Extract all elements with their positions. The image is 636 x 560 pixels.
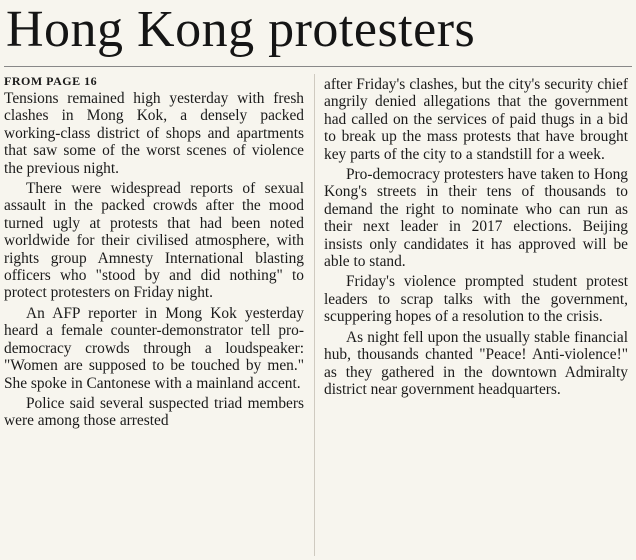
column-divider <box>314 74 315 556</box>
paragraph: Pro-democracy protesters have taken to Hong Kong's streets in their tens of thousands to demand the right to nominate who can run as their next leader in 2017 elections. Beijing insists only candidates it has approved will be able to stand. <box>324 166 628 271</box>
paragraph: There were widespread reports of sexual assault in the packed crowds after the mood turned ugly at protests that had been noted worldwide for their civilised atmosphere, with rights group Amnesty International blasting officers who "stood by and did nothing" to protect protesters on Friday night. <box>4 180 304 302</box>
paragraph: An AFP reporter in Mong Kok yesterday heard a female counter-demonstrator tell pro-democracy crowds through a loudspeaker: "Women are supposed to be touched by men." She spoke in Cantonese with a mainland accent. <box>4 304 304 392</box>
continuation-kicker: FROM PAGE 16 <box>4 74 98 88</box>
paragraph: Tensions remained high yesterday with fresh clashes in Mong Kok, a densely packed working-class district of shops and apartments that saw some of the worst scenes of violence the previous night. <box>4 90 304 177</box>
article-column-right <box>324 76 628 398</box>
headline-rule <box>4 66 632 67</box>
headline: Hong Kong protesters <box>6 1 476 58</box>
article-column-left <box>4 74 304 430</box>
paragraph: Police said several suspected triad members were among those arrested <box>4 394 304 430</box>
paragraph: As night fell upon the usually stable financial hub, thousands chanted "Peace! Anti-violence!" as they gathered in the downtown Admiralty district near government headquarters. <box>324 328 628 398</box>
paragraph: after Friday's clashes, but the city's security chief angrily denied allegations that the government had called on the services of paid thugs in a bid to break up the mass protests that have brought key parts of the city to a standstill for a week. <box>324 76 628 163</box>
paragraph: Friday's violence prompted student protest leaders to scrap talks with the government, scuppering hopes of a resolution to the crisis. <box>324 273 628 326</box>
